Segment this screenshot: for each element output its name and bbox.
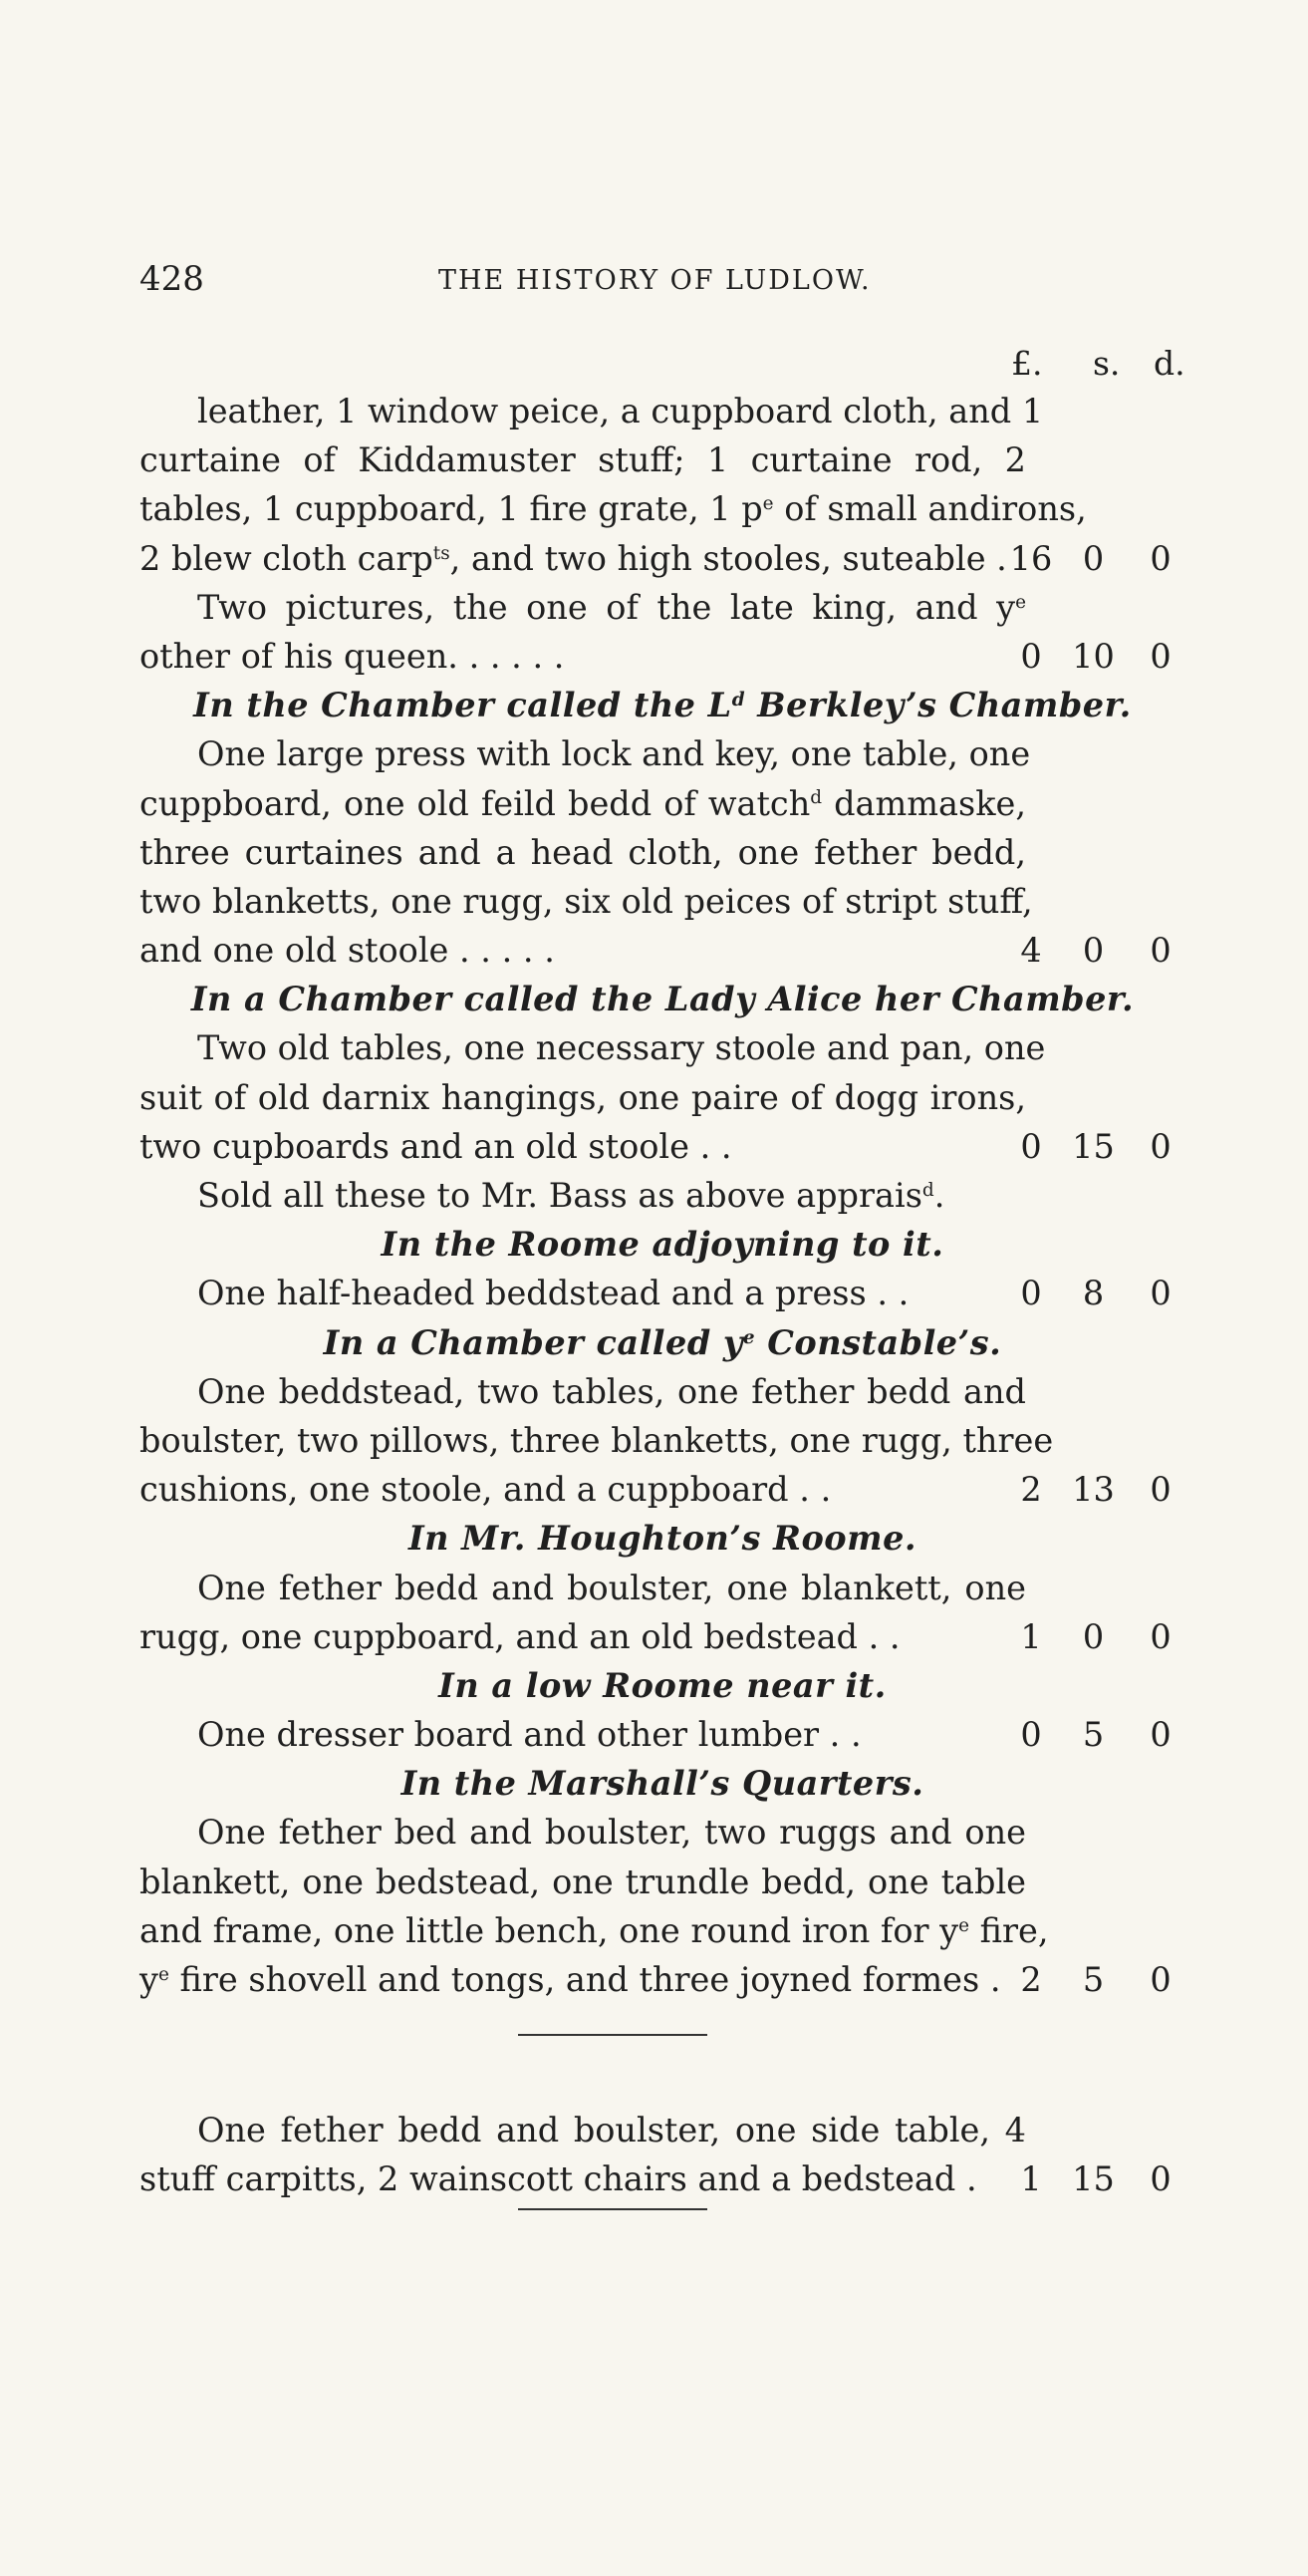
text-segment: One fether bedd and boulster, one side table, 4 <box>197 2111 1026 2150</box>
entry-line <box>139 828 1185 877</box>
entry-text <box>197 1564 1026 1612</box>
entry-line <box>139 1023 1185 1072</box>
text-segment: blankett, one bedstead, one trundle bedd, one table <box>139 1861 1026 1901</box>
superscript-abbreviation: e <box>742 1326 756 1348</box>
entry-line <box>139 435 1185 484</box>
amount-shillings: 0 <box>1082 538 1105 578</box>
entry-line <box>139 877 1185 926</box>
amount-shillings: 0 <box>1082 1616 1105 1656</box>
amount-pence: 0 <box>1150 931 1172 971</box>
room-heading-line <box>139 1661 1185 1710</box>
entry-line <box>139 2106 1185 2154</box>
entry-text <box>139 1612 1026 1661</box>
entry-text <box>139 1416 1054 1465</box>
entry-text <box>139 1906 1049 1955</box>
amount-shillings: 5 <box>1082 1960 1105 1999</box>
entry-line <box>139 1465 1185 1514</box>
amount-pounds: 0 <box>1020 1126 1042 1166</box>
entry-line <box>139 1122 1185 1171</box>
text-segment: stuff carpitts, 2 wainscott chairs and a bedstead . <box>139 2159 977 2199</box>
entry-text <box>139 1073 1026 1122</box>
amount-pounds: 0 <box>1020 1715 1042 1755</box>
entry-line <box>139 1367 1185 1416</box>
entry-line <box>139 1269 1185 1317</box>
superscript-abbreviation: e <box>762 493 774 515</box>
entry-text <box>139 1858 1026 1906</box>
amount-pence: 0 <box>1150 1715 1172 1755</box>
entry-text <box>197 729 1031 778</box>
room-heading <box>139 975 1185 1023</box>
text-segment: cuppboard, one old feild bedd of watch <box>139 783 811 823</box>
text-segment: other of his queen. . . . . . <box>139 636 565 676</box>
text-segment: In a Chamber called y <box>323 1322 743 1362</box>
entry-text <box>139 779 1026 828</box>
entry-text <box>139 1465 1026 1514</box>
entry-line <box>139 387 1185 435</box>
entry-line <box>139 1808 1185 1857</box>
entry-line <box>139 1073 1185 1122</box>
entry-line <box>139 1564 1185 1612</box>
text-segment: boulster, two pillows, three blanketts, one rugg, three <box>139 1420 1054 1460</box>
amount-pence: 0 <box>1150 1274 1172 1313</box>
amount-pence: 0 <box>1150 538 1172 578</box>
pounds-column-header: £. <box>1011 344 1043 383</box>
amount-pence: 0 <box>1150 1960 1172 1999</box>
page-number: 428 <box>139 259 204 299</box>
entry-line <box>139 926 1185 975</box>
inventory-body <box>139 387 1185 2210</box>
amount-pounds: 2 <box>1020 1470 1042 1510</box>
room-heading <box>139 1759 1185 1808</box>
text-segment: of small andirons, <box>773 489 1087 529</box>
amount-shillings: 15 <box>1072 2159 1115 2199</box>
text-segment: Two pictures, the one of the late king, and y <box>197 587 1016 627</box>
text-segment: . <box>933 1176 945 1215</box>
room-heading-line <box>139 975 1185 1023</box>
entry-line <box>139 1906 1185 1955</box>
superscript-abbreviation: ts <box>432 542 450 564</box>
text-segment: fire shovell and tongs, and three joyned formes . <box>168 1960 1001 1999</box>
entry-line <box>139 534 1185 583</box>
room-heading <box>139 681 1185 729</box>
text-segment: 2 blew cloth carp <box>139 538 433 578</box>
amount-pounds: 2 <box>1020 1960 1042 1999</box>
amount-shillings: 13 <box>1072 1470 1115 1510</box>
entry-text <box>139 534 1026 583</box>
superscript-abbreviation: d <box>810 787 823 809</box>
entry-text <box>139 877 1033 926</box>
entry-line <box>139 583 1185 632</box>
text-segment: y <box>139 1960 158 1999</box>
entry-line <box>139 779 1185 828</box>
text-segment: Two old tables, one necessary stoole and pan, one <box>197 1028 1046 1068</box>
superscript-abbreviation: e <box>1015 591 1026 613</box>
text-segment: In the Roome adjoyning to it. <box>381 1225 944 1265</box>
superscript-abbreviation: e <box>958 1914 969 1936</box>
entry-text <box>139 632 1026 681</box>
text-segment: suit of old darnix hangings, one paire of dogg irons, <box>139 1077 1026 1117</box>
text-segment: One fether bed and boulster, two ruggs and one <box>197 1813 1026 1853</box>
superscript-abbreviation: d <box>731 690 746 712</box>
text-segment: and one old stoole . . . . . <box>139 931 555 971</box>
text-segment: One half-headed beddstead and a press . . <box>197 1274 910 1313</box>
entry-line <box>139 1858 1185 1906</box>
text-segment: Sold all these to Mr. Bass as above apprais <box>197 1176 922 1215</box>
entry-line <box>139 484 1185 533</box>
text-segment: fire, <box>968 1910 1049 1950</box>
text-segment: curtaine of Kiddamuster stuff; 1 curtaine rod, 2 <box>139 440 1026 480</box>
entry-text <box>197 1710 1026 1759</box>
superscript-abbreviation: e <box>157 1963 169 1985</box>
amount-pence: 0 <box>1150 2159 1172 2199</box>
entry-line <box>139 1955 1185 2004</box>
entry-text <box>197 1269 1026 1317</box>
text-segment: One large press with lock and key, one table, one <box>197 734 1031 774</box>
entry-text <box>197 1367 1026 1416</box>
entry-line <box>139 2154 1185 2203</box>
text-segment: two cupboards and an old stoole . . <box>139 1126 732 1166</box>
entry-text <box>139 926 1026 975</box>
amount-shillings: 0 <box>1082 931 1105 971</box>
room-heading <box>139 1514 1185 1563</box>
note-line <box>139 1171 1185 1220</box>
entry-line <box>139 1710 1185 1759</box>
shillings-column-header: s. <box>1093 344 1121 383</box>
room-heading <box>139 1661 1185 1710</box>
entry-text <box>139 484 1087 533</box>
section-gap <box>139 2036 1185 2106</box>
amount-pence: 0 <box>1150 636 1172 676</box>
entry-text <box>139 435 1026 484</box>
entry-text <box>139 1122 1026 1171</box>
text-segment: One dresser board and other lumber . . <box>197 1715 862 1755</box>
room-heading-line <box>139 1220 1185 1269</box>
amount-pounds: 0 <box>1020 1274 1042 1313</box>
entry-line <box>139 1612 1185 1661</box>
text-segment: One beddstead, two tables, one fether bedd and <box>197 1371 1026 1411</box>
text-segment: Constable’s. <box>755 1322 1002 1362</box>
entry-line <box>139 729 1185 778</box>
amount-pounds: 1 <box>1020 2159 1042 2199</box>
text-segment: tables, 1 cuppboard, 1 fire grate, 1 p <box>139 489 763 529</box>
text-segment: In the Chamber called the L <box>193 686 732 725</box>
room-heading-line <box>139 1318 1185 1367</box>
text-segment: dammaske, <box>822 783 1026 823</box>
amount-pence: 0 <box>1150 1616 1172 1656</box>
amount-pounds: 1 <box>1020 1616 1042 1656</box>
entry-text <box>197 387 1044 435</box>
room-heading-line <box>139 1759 1185 1808</box>
text-segment: In a Chamber called the Lady Alice her Chamber. <box>190 980 1135 1019</box>
room-heading-line <box>139 681 1185 729</box>
text-segment: Berkley’s Chamber. <box>745 686 1132 725</box>
entry-line <box>139 1416 1185 1465</box>
text-segment: leather, 1 window peice, a cuppboard cloth, and 1 <box>197 392 1044 430</box>
amount-shillings: 10 <box>1072 636 1115 676</box>
amount-pounds: 16 <box>1009 538 1053 578</box>
amount-pounds: 4 <box>1020 931 1042 971</box>
entry-text <box>139 2154 1026 2203</box>
entry-line <box>139 632 1185 681</box>
room-heading <box>139 1220 1185 1269</box>
pence-column-header: d. <box>1154 344 1185 383</box>
amount-shillings: 15 <box>1072 1126 1115 1166</box>
room-heading-line <box>139 1514 1185 1563</box>
text-segment: two blanketts, one rugg, six old peices of stript stuff, <box>139 881 1033 921</box>
entry-text <box>197 2106 1026 2154</box>
entry-text <box>139 828 1026 877</box>
text-segment: cushions, one stoole, and a cuppboard . . <box>139 1470 832 1510</box>
entry-text <box>139 1955 1026 2004</box>
page-header <box>139 259 1195 299</box>
text-segment: and frame, one little bench, one round iron for y <box>139 1910 959 1950</box>
amount-pence: 0 <box>1150 1126 1172 1166</box>
text-segment: One fether bedd and boulster, one blankett, one <box>197 1568 1026 1607</box>
room-heading <box>139 1318 1185 1367</box>
amount-shillings: 8 <box>1082 1274 1105 1313</box>
text-segment: , and two high stooles, suteable . <box>449 538 1007 578</box>
section-rule <box>518 2208 707 2210</box>
amount-pence: 0 <box>1150 1470 1172 1510</box>
running-title: THE HISTORY OF LUDLOW. <box>438 265 872 296</box>
text-segment: In Mr. Houghton’s Roome. <box>407 1519 917 1559</box>
amount-pounds: 0 <box>1020 636 1042 676</box>
text-segment: rugg, one cuppboard, and an old bedstead . . <box>139 1616 901 1656</box>
text-segment: three curtaines and a head cloth, one fether bedd, <box>139 832 1026 872</box>
entry-text <box>197 1808 1026 1857</box>
entry-text <box>197 583 1026 632</box>
sale-note <box>197 1171 1074 1220</box>
amount-shillings: 5 <box>1082 1715 1105 1755</box>
entry-text <box>197 1023 1046 1072</box>
superscript-abbreviation: d <box>921 1179 934 1201</box>
text-segment: In a low Roome near it. <box>438 1665 887 1705</box>
text-segment: In the Marshall’s Quarters. <box>400 1764 924 1804</box>
